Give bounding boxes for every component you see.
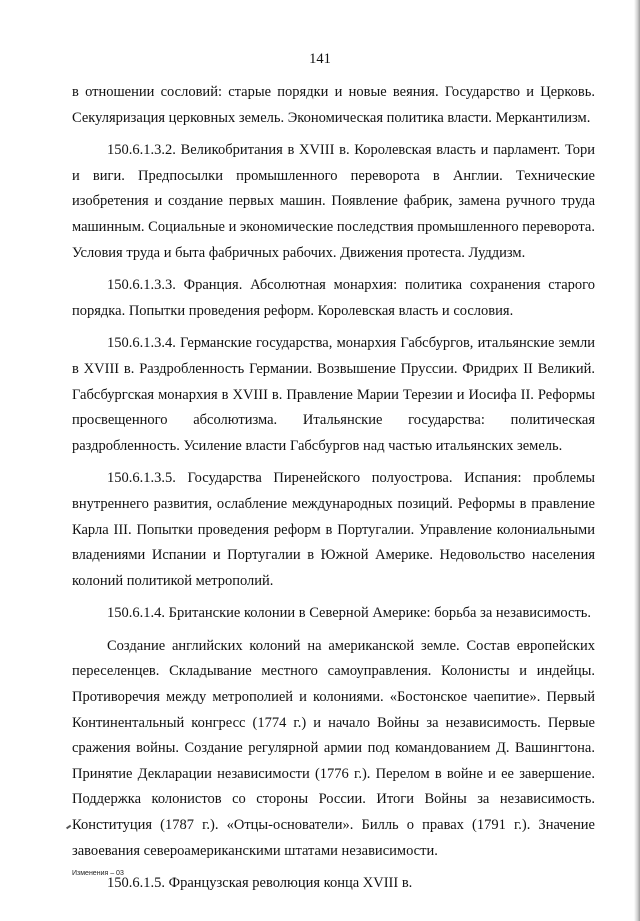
paragraph-german-states: 150.6.1.3.4. Германские государства, монархия Габсбургов, итальянские земли в XVIII в. Раздробленность Германии. Возвышение Пруссии. Фридрих II Великий. Габсбургская монархия в XVIII в. Правление Марии Терезии и Иосифа II. Реформы просвещенного абсолютизма. Итальянские государства: политическая раздробленность. Усиление власти Габсбургов над частью итальянских земель.	[72, 335, 595, 454]
page-edge-shadow	[634, 0, 640, 921]
page-number: 141	[309, 51, 331, 67]
footer-revision-note: Изменения – 03	[72, 870, 124, 877]
section-heading-british-colonies: 150.6.1.4. Британские колонии в Северной Америке: борьба за независимость.	[107, 605, 592, 622]
page-body	[72, 80, 595, 897]
pen-mark	[66, 825, 71, 829]
paragraph-american-independence: Создание английских колоний на американской земле. Состав европейских переселенцев. Складывание местного самоуправления. Колонисты и индейцы. Противоречия между метрополией и колониями. «Бостонское чаепитие». Первый Континентальный конгресс (1774 г.) и начало Войны за независимость. Первые сражения войны. Создание регулярной армии под командованием Д. Вашингтона. Принятие Декларации независимости (1776 г.). Перелом в войне и ее завершение. Поддержка колонистов со стороны России. Итоги Войны за независимость. Конституция (1787 г.). «Отцы-основатели». Билль о правах (1791 г.). Значение завоевания североамериканскими штатами независимости.	[72, 637, 595, 859]
paragraph-france: 150.6.1.3.3. Франция. Абсолютная монархия: политика сохранения старого порядка. Попытки проведения реформ. Королевская власть и сословия.	[72, 277, 595, 319]
paragraph-great-britain: 150.6.1.3.2. Великобритания в XVIII в. Королевская власть и парламент. Тори и виги. Предпосылки промышленного переворота в Англии. Технические изобретения и создание первых машин. Появление фабрик, замена ручного труда машинным. Социальные и экономические последствия промышленного переворота. Условия труда и быта фабричных рабочих. Движения протеста. Луддизм.	[72, 142, 595, 261]
paragraph-iberian-states: 150.6.1.3.5. Государства Пиренейского полуострова. Испания: проблемы внутреннего развития, ослабление международных позиций. Реформы в правление Карла III. Попытки проведения реформ в Португалии. Управление колониальными владениями Испании и Португалии в Южной Америке. Недовольство населения колоний политикой метрополий.	[72, 470, 595, 589]
section-heading-french-revolution: 150.6.1.5. Французская революция конца XVIII в.	[107, 875, 413, 892]
paragraph-continuation: в отношении сословий: старые порядки и новые веяния. Государство и Церковь. Секуляризация церковных земель. Экономическая политика власти. Меркантилизм.	[72, 84, 595, 126]
